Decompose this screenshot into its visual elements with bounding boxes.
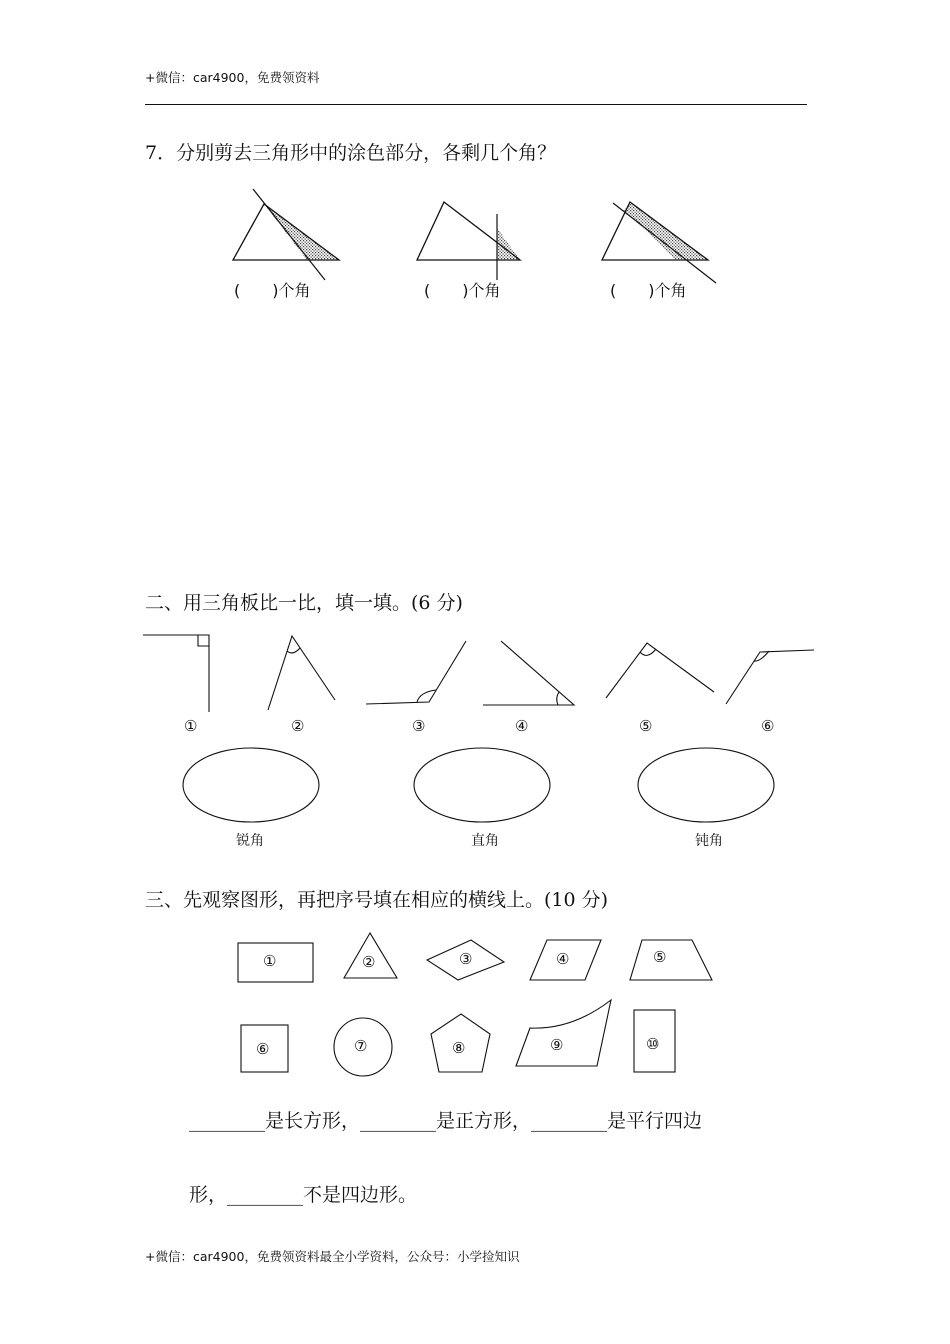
shape-label-7: ⑦ <box>354 1037 368 1055</box>
shape-label-4: ④ <box>556 950 570 968</box>
category-acute: 锐角 <box>236 833 264 849</box>
angle-number-4: ④ <box>515 717 529 735</box>
angle-number-5: ⑤ <box>639 717 653 735</box>
shape-label-3: ③ <box>459 950 473 968</box>
shape-label-5: ⑤ <box>653 948 667 966</box>
shape-label-10: ⑩ <box>646 1035 660 1053</box>
angle-number-6: ⑥ <box>761 717 775 735</box>
q7-title: 7．分别剪去三角形中的涂色部分，各剩几个角？ <box>145 142 557 164</box>
section2-title: 二、用三角板比一比，填一填。(6 分) <box>145 592 463 614</box>
shape-label-6: ⑥ <box>256 1040 270 1058</box>
shape-label-9: ⑨ <box>550 1036 564 1054</box>
q7-answer-blank-1[interactable]: ( )个角 <box>234 281 311 300</box>
angle-number-3: ③ <box>412 717 426 735</box>
shape-5-trapezoid <box>630 940 712 980</box>
q7-answer-blank-2[interactable]: ( )个角 <box>424 281 501 300</box>
shape-label-1: ① <box>263 952 277 970</box>
page-header: +微信：car4900，免费领资料 <box>145 70 320 85</box>
page-footer: +微信：car4900，免费领资料最全小学资料，公众号：小学捡知识 <box>145 1249 520 1264</box>
fill-in-line-1[interactable]: ________是长方形，________是正方形，________是平行四边 <box>189 1110 703 1132</box>
q7-answer-blank-3[interactable]: ( )个角 <box>610 281 687 300</box>
category-obtuse: 钝角 <box>695 833 723 849</box>
shape-label-8: ⑧ <box>452 1039 466 1057</box>
fill-in-line-2[interactable]: 形，________不是四边形。 <box>189 1184 418 1206</box>
section3-title: 三、先观察图形，再把序号填在相应的横线上。(10 分) <box>145 889 609 911</box>
shape-9-curved-shape <box>516 1000 611 1066</box>
angle-number-2: ② <box>291 717 305 735</box>
shape-label-2: ② <box>362 953 376 971</box>
category-right: 直角 <box>471 833 499 849</box>
angle-number-1: ① <box>184 717 198 735</box>
